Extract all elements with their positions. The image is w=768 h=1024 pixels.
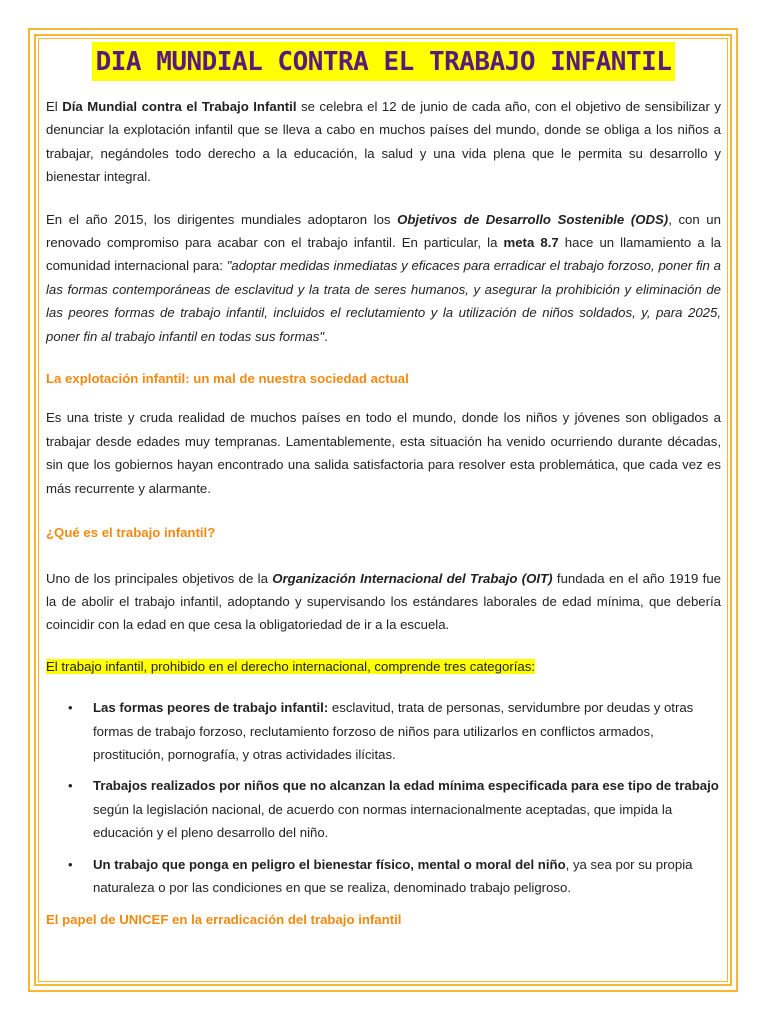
categories-list [46, 696, 721, 899]
intro-paragraph [46, 95, 721, 189]
bullet-icon: • [68, 856, 73, 872]
list-item-bold: Un trabajo que ponga en peligro el bienestar físico, mental o moral del niño [93, 856, 566, 872]
text-run: . [324, 328, 328, 344]
bullet-icon: • [68, 700, 73, 716]
text-run: fundada en el año 1919 fue la de abolir el trabajo infantil, adoptando y supervisando los estándares laborales de edad mínima, que debería coincidir con la edad en que cesa la obligatoriedad de ir a la escuela. [46, 570, 721, 633]
section-heading-exploitation: La explotación infantil: un mal de nuestra sociedad actual [46, 371, 409, 387]
text-run: hace un llamamiento a la comunidad internacional para: [46, 235, 722, 274]
text-run: , con un renovado compromiso para acabar con el trabajo infantil. En particular, la [46, 211, 721, 251]
quote: "adoptar medidas inmediatas y eficaces para erradicar el trabajo forzoso, poner fin a las formas contemporáneas de esclavitud y la trata de seres humanos, y asegurar la prohibición y eliminación de las peores formas de trabajo infantil, incluidos el reclutamiento y la utilización de niños soldados, y, para 2025, poner fin al trabajo infantil en todas sus formas" [46, 258, 721, 344]
list-item [46, 696, 721, 766]
list-item [46, 774, 721, 844]
title-block [46, 42, 721, 81]
list-item-bold: Las formas peores de trabajo infantil: [93, 700, 329, 716]
list-item [46, 853, 721, 900]
list-item-bold: Trabajos realizados por niños que no alcanzan la edad mínima especificada para ese tipo de trabajo [93, 778, 719, 794]
ods-paragraph [46, 208, 721, 348]
meta-term: meta 8.7 [503, 235, 559, 251]
exploitation-paragraph: Es una triste y cruda realidad de muchos países en todo el mundo, donde los niños y jóvenes son obligados a trabajar desde edades muy tempranas. Lamentablemente, esta situación ha venido ocurriendo durante décadas, sin que los gobiernos hayan encontrado una salida satisfactoria para resolver esta problemática, que cada vez es más recurrente y alarmante. [46, 410, 721, 496]
text-run: El [46, 99, 63, 114]
oit-paragraph [46, 567, 721, 637]
section-heading-definition: ¿Qué es el trabajo infantil? [46, 525, 216, 541]
ods-term: Objetivos de Desarrollo Sostenible (ODS) [397, 211, 669, 227]
text-run: se celebra el 12 de junio de cada año, con el objetivo de sensibilizar y denunciar la explotación infantil que se lleva a cabo en muchos países del mundo, donde se obliga a los niños a trabajar, negándoles todo derecho a la educación, la salud y una vida plena que le permita su desarrollo y bienestar integral. [46, 99, 721, 185]
list-item-text: según la legislación nacional, de acuerdo con normas internacionalmente aceptadas, que impida la educación y el pleno desarrollo del niño. [93, 801, 673, 841]
section-heading-unicef: El papel de UNICEF en la erradicación del trabajo infantil [46, 912, 402, 928]
text-run: Uno de los principales objetivos de la [46, 570, 273, 586]
oit-term: Organización Internacional del Trabajo (OIT) [272, 570, 553, 586]
list-item-text: , ya sea por su propia naturaleza o por las condiciones en que se realiza, denominado trabajo peligroso. [93, 856, 693, 895]
highlight-block [46, 655, 721, 678]
bullet-icon: • [68, 778, 73, 794]
highlighted-sentence: El trabajo infantil, prohibido en el derecho internacional, comprende tres categorías: [46, 658, 535, 674]
page-title: DIA MUNDIAL CONTRA EL TRABAJO INFANTIL [92, 42, 676, 81]
list-item-text: esclavitud, trata de personas, servidumbre por deudas y otras formas de trabajo forzoso, reclutamiento forzoso de niños para utilizarlos en conflictos armados, prostitución, pornografía, y otras actividades ilícitas. [93, 700, 694, 762]
document-body [46, 40, 721, 932]
text-run: En el año 2015, los dirigentes mundiales adoptaron los [46, 211, 398, 227]
bold-term: Día Mundial contra el Trabajo Infantil [62, 99, 297, 114]
